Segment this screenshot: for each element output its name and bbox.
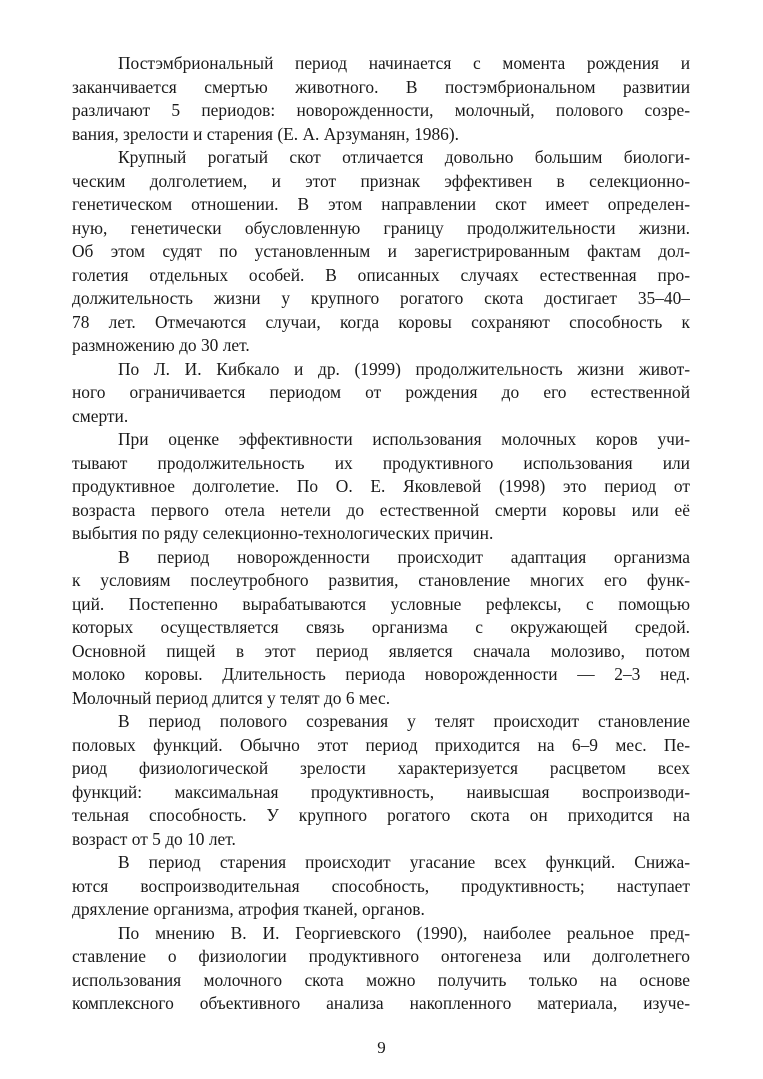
text-line: дряхление организма, атрофия тканей, органов. [72, 899, 425, 919]
text-line: По Л. И. Кибкало и др. (1999) продолжительность жизни живот- [118, 358, 690, 379]
text-line: смерти. [72, 405, 129, 426]
text-line: возраст от 5 до 10 лет. [72, 828, 236, 849]
text-line: Об этом судят по установленным и зарегистрированным фактам дол- [72, 241, 690, 261]
text-line: которых осуществляется связь организма с окружающей средой. [72, 617, 690, 637]
text-line: В период полового созревания у телят происходит становление [118, 711, 690, 731]
text-line: Основной пищей в этот период является сначала молозиво, потом [72, 640, 690, 661]
text-line: ставление о физиологии продуктивного онтогенеза или долголетнего [72, 946, 690, 966]
text-line: вания, зрелости и старения (Е. А. Арзуманян, 1986). [72, 123, 459, 144]
text-line: генетическом отношении. В этом направлении скот имеет определен- [72, 194, 690, 214]
text-line: ций. Постепенно вырабатываются условные рефлексы, с помощью [72, 593, 690, 614]
paragraph [72, 922, 690, 1016]
paragraph [72, 851, 690, 922]
paragraph [72, 358, 690, 429]
text-line: заканчивается смертью животного. В постэмбриональном развитии [72, 76, 690, 97]
text-line: Постэмбриональный период начинается с момента рождения и [118, 53, 690, 73]
paragraph [72, 710, 690, 851]
text-line: риод физиологической зрелости характеризуется расцветом всех [72, 758, 690, 778]
text-line: тывают продолжительность их продуктивного использования или [72, 452, 690, 473]
text-line: должительность жизни у крупного рогатого скота достигает 35–40– [72, 288, 690, 308]
text-line: функций: максимальная продуктивность, наивысшая воспроизводи- [72, 781, 690, 802]
text-line: голетия отдельных особей. В описанных случаях естественная про- [72, 264, 690, 285]
text-line: При оценке эффективности использования молочных коров учи- [118, 429, 690, 449]
text-line: В период новорожденности происходит адаптация организма [118, 546, 690, 567]
text-line: В период старения происходит угасание всех функций. Снижа- [118, 852, 690, 872]
text-line: По мнению В. И. Георгиевского (1990), наиболее реальное пред- [118, 922, 690, 943]
text-line: тельная способность. У крупного рогатого скота он приходится на [72, 805, 690, 825]
paragraph [72, 52, 690, 146]
page-body [72, 52, 690, 1016]
page-number: 9 [377, 1038, 386, 1057]
text-line: размножению до 30 лет. [72, 335, 250, 355]
text-line: ную, генетически обусловленную границу продолжительности жизни. [72, 217, 690, 238]
text-line: возраста первого отела нетели до естественной смерти коровы или её [72, 499, 690, 520]
text-line: ются воспроизводительная способность, продуктивность; наступает [72, 875, 690, 896]
paragraph [72, 546, 690, 711]
text-line: различают 5 периодов: новорожденности, молочный, полового созре- [72, 100, 690, 120]
text-line: к условиям послеутробного развития, становление многих его функ- [72, 570, 690, 590]
text-line: ного ограничивается периодом от рождения до его естественной [72, 382, 690, 402]
text-line: половых функций. Обычно этот период приходится на 6–9 мес. Пе- [72, 734, 690, 755]
text-line: Молочный период длится у телят до 6 мес. [72, 687, 391, 708]
paragraph [72, 428, 690, 546]
text-line: молоко коровы. Длительность периода новорожденности — 2–3 нед. [72, 664, 690, 684]
text-line: комплексного объективного анализа накопленного материала, изуче- [72, 993, 690, 1013]
text-line: Крупный рогатый скот отличается довольно большим биологи- [118, 147, 690, 167]
text-line: выбытия по ряду селекционно-технологических причин. [72, 523, 494, 543]
paragraph [72, 146, 690, 358]
text-line: ческим долголетием, и этот признак эффективен в селекционно- [72, 170, 690, 191]
text-line: продуктивное долголетие. По О. Е. Яковлевой (1998) это период от [72, 476, 690, 496]
text-line: использования молочного скота можно получить только на основе [72, 969, 690, 990]
text-line: 78 лет. Отмечаются случаи, когда коровы сохраняют способность к [72, 311, 690, 332]
